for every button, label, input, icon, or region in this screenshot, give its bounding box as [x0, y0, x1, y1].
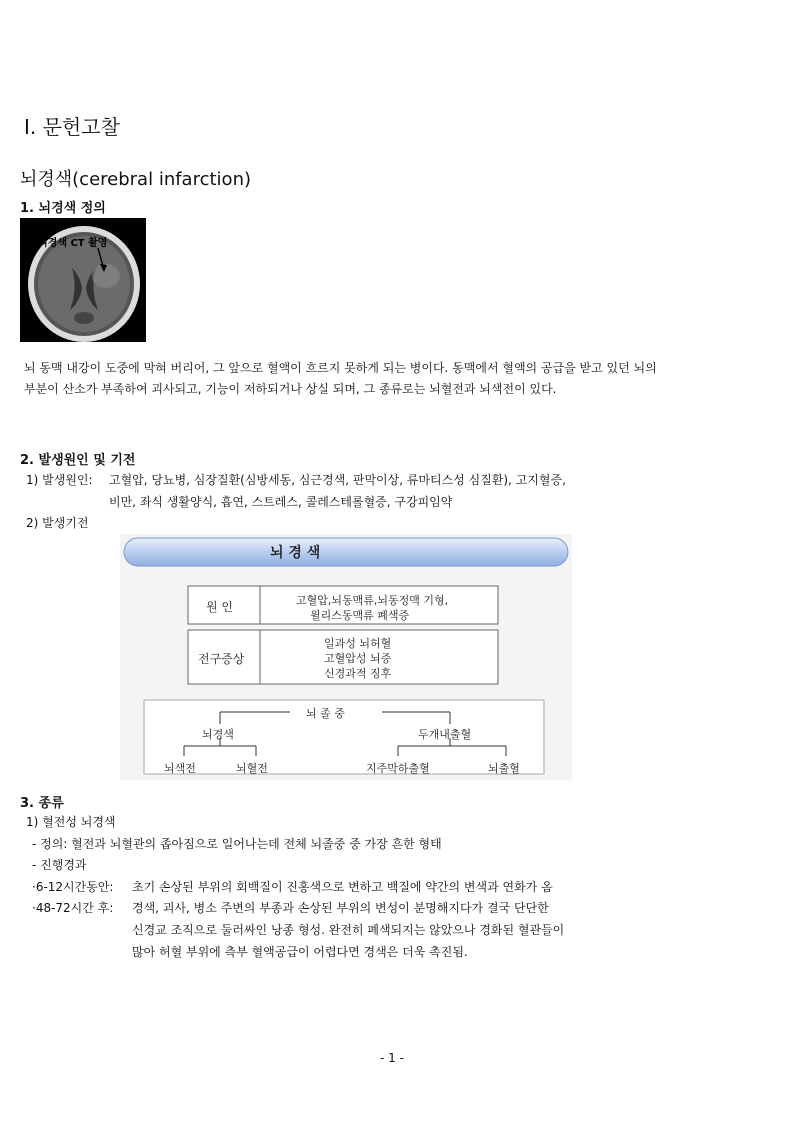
subarachnoid-label: 지주막하출혈 — [366, 762, 430, 775]
infarction-label: 뇌경색 — [202, 728, 234, 741]
cause-box-line-2: 윌리스동맥류 폐색증 — [310, 609, 410, 622]
cause-box-label: 원 인 — [206, 600, 233, 614]
page-number: - 1 - — [380, 1051, 404, 1065]
cause-line-2: 비만, 좌식 생활양식, 흡연, 스트레스, 콜레스테롤혈증, 구강피임약 — [109, 495, 453, 509]
heading-definition: 1. 뇌경색 정의 — [20, 201, 106, 216]
cerebral-hemorrhage-label: 뇌출혈 — [488, 762, 520, 775]
cause-line-1: 고혈압, 당뇨병, 심장질환(심방세동, 심근경색, 판막이상, 류마티스성 심질환), 고지혈증, — [109, 473, 566, 487]
prodrome-box-label: 전구증상 — [198, 652, 245, 666]
course-48-72-label: ·48-72시간 후: — [32, 901, 114, 915]
prodrome-line-2: 고혈압성 뇌증 — [324, 652, 392, 665]
course-6-12-label: ·6-12시간동안: — [32, 880, 114, 894]
stroke-label: 뇌 졸 중 — [306, 707, 345, 720]
definition-paragraph: 뇌 동맥 내강이 도중에 막혀 버리어, 그 앞으로 혈액이 흐르지 못하게 되는 병이다. 동맥에서 혈액의 공급을 받고 있던 뇌의 부분이 산소가 부족하여 괴사되고, 기능이 저하되거나 상실 되며, 그 종류로는 뇌혈전과 뇌색전이 있다. — [24, 361, 657, 396]
prodrome-line-3: 신경과적 징후 — [324, 667, 392, 680]
course-6-12-text: 초기 손상된 부위의 회백질이 진홍색으로 변하고 백질에 약간의 변색과 연화가 옴 — [132, 880, 553, 894]
main-title: 뇌경색(cerebral infarction) — [20, 169, 251, 190]
mechanism-diagram — [120, 534, 572, 780]
cause-label: 1) 발생원인: — [26, 473, 93, 487]
section-title: Ⅰ. 문헌고찰 — [24, 115, 120, 139]
course-48-72-line-2: 신경교 조직으로 둘러싸인 낭종 형성. 완전히 폐색되지는 않았으나 경화된 혈관들이 — [132, 923, 565, 937]
diagram-title: 뇌 경 색 — [270, 545, 321, 561]
heading-types: 3. 종류 — [20, 796, 64, 811]
prodrome-line-1: 일과성 뇌허혈 — [324, 637, 392, 650]
heading-cause: 2. 발생원인 및 기전 — [20, 453, 136, 468]
type-1-definition: - 정의: 혈전과 뇌혈관의 좁아짐으로 일어나는데 전체 뇌졸중 중 가장 흔한 형태 — [32, 837, 442, 851]
course-48-72-line-3: 많아 허혈 부위에 측부 혈액공급이 어렵다면 경색은 더욱 촉진됨. — [132, 945, 468, 959]
embolism-label: 뇌색전 — [164, 762, 196, 775]
hemorrhage-label: 두개내출혈 — [418, 728, 472, 741]
type-1-course: - 진행경과 — [32, 858, 87, 872]
brain-ct-image — [20, 218, 146, 342]
course-48-72-line-1: 경색, 괴사, 병소 주변의 부종과 손상된 부위의 변성이 분명해지다가 결국 단단한 — [132, 901, 549, 915]
ct-label: 뇌경색 CT 촬영 — [38, 238, 108, 249]
thrombosis-label: 뇌혈전 — [236, 762, 268, 775]
mechanism-label: 2) 발생기전 — [26, 516, 89, 530]
type-1-title: 1) 혈전성 뇌경색 — [26, 815, 116, 829]
cause-box-line-1: 고혈압,뇌동맥류,뇌동정맥 기형, — [296, 594, 449, 607]
